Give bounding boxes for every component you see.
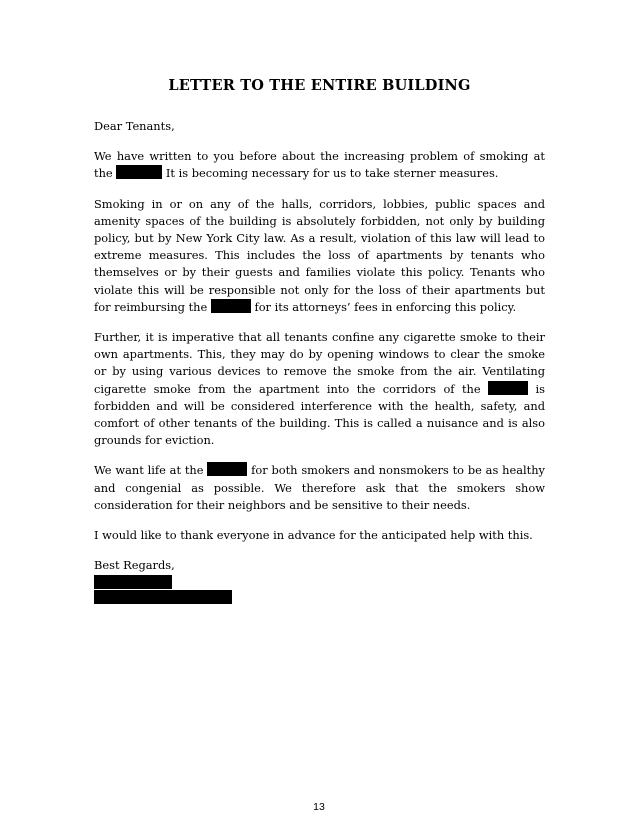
letter-body — [94, 76, 545, 604]
signature-redaction-title — [94, 590, 232, 604]
paragraph-1-text-a: We have written to you before about the increasing problem of smoking at the — [94, 149, 545, 181]
paragraph-1-text-b: It is becoming necessary for us to take sterner measures. — [165, 166, 499, 181]
page-number: 13 — [313, 801, 325, 813]
paragraph-3-text-a: Further, it is imperative that all tenants confine any cigarette smoke to their own apartments. This, they may do by opening windows to clear the smoke or by using various devices to remove the smoke from the air. Ventilating cigarette smoke from the apartment into the corridors of the — [94, 330, 545, 396]
redaction-box — [211, 299, 251, 313]
paragraph-2-text-b: for its attorneys’ fees in enforcing this policy. — [254, 299, 517, 314]
redaction-box — [116, 165, 162, 179]
paragraph-4-text-a: We want life at the — [94, 463, 204, 478]
salutation: Dear Tenants, — [94, 119, 175, 133]
paragraph-5: I would like to thank everyone in advance for the anticipated help with this. — [94, 528, 533, 543]
paragraph-4 — [94, 462, 545, 514]
paragraph-4-text-b: for both smokers and nonsmokers to be as healthy and congenial as possible. We therefore ask that the smokers show consideration for their neighbors and be sensitive to their needs. — [94, 463, 545, 512]
paragraph-2-text-a: Smoking in or on any of the halls, corridors, lobbies, public spaces and amenity spaces of the building is absolutely forbidden, not only by building policy, but by New York City law. As a result, violation of this law will lead to extreme measures. This includes the loss of apartments by tenants who themselves or by their guests and families violate this policy. Tenants who violate this will be responsible not only for the loss of their apartments but for reimbursing the — [94, 196, 545, 314]
redaction-box — [488, 381, 528, 395]
redaction-box — [207, 462, 247, 476]
paragraph-1 — [94, 148, 545, 182]
paragraph-3-text-b: is forbidden and will be considered interference with the health, safety, and comfort of other tenants of the building. This is called a nuisance and is also grounds for eviction. — [94, 381, 546, 448]
letter-title: LETTER TO THE ENTIRE BUILDING — [168, 77, 471, 94]
signature-block — [94, 557, 545, 604]
closing: Best Regards, — [94, 558, 175, 573]
signature-redaction-name — [94, 575, 172, 589]
paragraph-3 — [94, 329, 545, 449]
paragraph-2 — [94, 196, 545, 316]
